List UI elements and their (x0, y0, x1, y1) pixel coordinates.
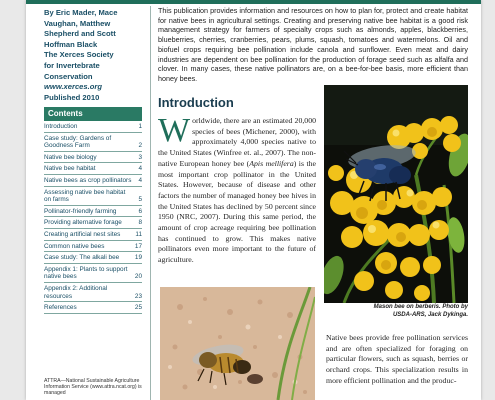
abstract-paragraph: This publication provides information and resources on how to plan for, protect and create habitat for native bees in agricultural settings. Creating and preserving native bee habitat is a good risk management strategy for farmers of specialty crops such as almonds, apples, blackberries, blueberries, cherries, cranberries, pears, plums, squash, tomatoes and watermelons. Oil and biofuel crops requiring bee pollination include canola and sunflower. Even meat and dairy industries are dependent on bee pollination for the production of forage seed such as alfalfa and clover. In many cases, these native pollinators are, on a bee-for-bee basis, more efficient than honey bees. (158, 6, 468, 83)
species-name: Apis mellifera (249, 158, 294, 168)
contents-item-page: 17 (134, 242, 142, 250)
contents-item-page: 19 (134, 254, 142, 262)
header-bar (26, 0, 481, 4)
contents-item-label: Pollinator-friendly farming (44, 207, 117, 215)
drop-cap: W (158, 112, 191, 149)
contents-item-label: Introduction (44, 123, 78, 130)
author-line: By Eric Mader, Mace (44, 8, 118, 17)
contents-item-page: 11 (135, 230, 142, 238)
contents-item[interactable] (44, 163, 142, 175)
contents-item[interactable] (44, 229, 142, 241)
contents-item-page: 20 (134, 273, 142, 281)
contents-item-label: References (44, 304, 77, 312)
author-line: Shepherd and Scott (44, 29, 116, 39)
contents-item[interactable] (44, 152, 142, 164)
attra-footnote: ATTRA—National Sustainable Agriculture Information Service (www.attra.ncat.org) is managed (44, 378, 142, 397)
table-of-contents (44, 107, 142, 314)
document-page (26, 0, 481, 400)
column-divider (150, 6, 151, 400)
organization-line: Conservation (44, 71, 93, 81)
organization-line: for Invertebrate (44, 60, 100, 70)
contents-item-label: Case study: Gardens of Goodness Farm (44, 134, 112, 150)
contents-item-label: Appendix 1: Plants to support native bees (44, 265, 128, 281)
contents-item-page: 3 (138, 153, 142, 161)
contents-item-label: Native bees as crop pollinators (44, 176, 132, 184)
contents-item-page: 23 (134, 292, 142, 300)
contents-item-label: Creating artificial nest sites (44, 230, 121, 238)
contents-heading: Contents (44, 107, 142, 121)
contents-item-page: 4 (138, 165, 142, 173)
contents-item[interactable] (44, 241, 142, 253)
contents-item-page: 4 (138, 176, 142, 184)
author-block (44, 8, 142, 103)
contents-item[interactable] (44, 283, 142, 302)
mason-bee-image (324, 85, 468, 303)
ground-nesting-bee-photo (160, 287, 315, 400)
contents-item-page: 25 (134, 304, 142, 312)
body-paragraph-2: Native bees provide free pollination services and are often specialized for foraging on particular flowers, such as squash, berries or orchard crops. This specialization results in more efficient pollination and the produc- (326, 333, 468, 385)
contents-item-page: 6 (138, 207, 142, 215)
contents-item[interactable] (44, 175, 142, 187)
ground-bee-image (160, 287, 315, 400)
caption-line: Mason bee on berberis. Photo by (373, 304, 468, 310)
contents-item-label: Assessing native bee habitat on farms (44, 188, 126, 204)
contents-item[interactable] (44, 217, 142, 229)
contents-item-page: 1 (138, 123, 142, 130)
contents-item[interactable] (44, 206, 142, 218)
caption-line: USDA-ARS, Jack Dykinga. (392, 311, 468, 318)
contents-item[interactable] (44, 302, 142, 314)
contents-item[interactable] (44, 187, 142, 206)
contents-item[interactable] (44, 121, 142, 133)
body-text-part: orldwide, there are an estimated 20,000 species of bees (Michener, 2000), with approximately 4,000 species native to the United States (Winfree et. al., 2007). The non-native European honey bee ( (158, 116, 316, 168)
publication-date: Published 2010 (44, 92, 100, 102)
contents-item-label: Native bee biology (44, 153, 97, 161)
organization-website[interactable]: www.xerces.org (44, 82, 102, 92)
photo-caption (326, 304, 468, 319)
contents-item-label: Case study: The alkali bee (44, 254, 120, 262)
contents-item[interactable] (44, 252, 142, 264)
contents-item-label: Appendix 2: Additional resources (44, 284, 108, 300)
contents-item-page: 2 (138, 142, 142, 150)
body-paragraph (158, 112, 316, 266)
author-line: Hoffman Black (44, 39, 98, 49)
author-line: Vaughan, Matthew (44, 18, 111, 28)
contents-item-page: 8 (138, 219, 142, 227)
contents-item[interactable] (44, 133, 142, 152)
body-text-part: ) is the most important crop pollinator in the United States. However, because of disease and other factors the number of managed honey bee hives in the United States has declined by 50 percent since 1950 (NRC, 2007). During this same period, the amount of crop acreage requiring bee pollination has continued to grow. This makes native pollinators even more important to the future of agriculture. (158, 158, 316, 265)
contents-item[interactable] (44, 264, 142, 283)
contents-item-label: Native bee habitat (44, 165, 96, 173)
contents-item-label: Common native bees (44, 242, 105, 250)
mason-bee-photo (324, 85, 468, 303)
organization-line: The Xerces Society (44, 50, 114, 60)
contents-list (44, 121, 142, 314)
section-title: Introduction (158, 95, 234, 110)
contents-item-label: Providing alternative forage (44, 219, 122, 227)
contents-item-page: 5 (138, 196, 142, 204)
